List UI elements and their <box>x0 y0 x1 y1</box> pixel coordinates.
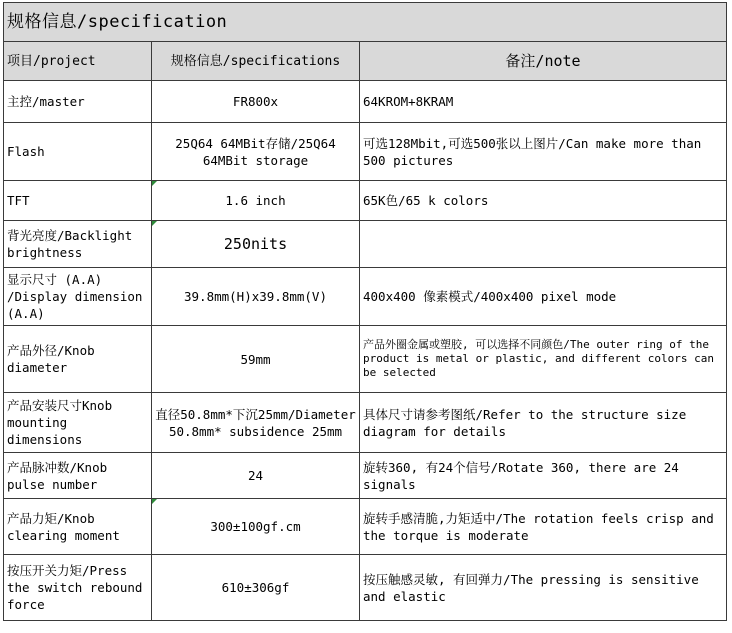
row-spec: 59mm <box>152 326 360 393</box>
row-item: 背光亮度/Backlight brightness <box>4 221 152 268</box>
spec-table <box>3 2 727 621</box>
row-item: 主控/master <box>4 81 152 123</box>
row-note: 产品外圈金属或塑胶, 可以选择不同颜色/The outer ring of the product is metal or plastic, and different colors can be selected <box>360 326 727 393</box>
row-note: 旋转手感清脆,力矩适中/The rotation feels crisp and the torque is moderate <box>360 499 727 555</box>
table-row <box>4 81 727 123</box>
row-note: 旋转360, 有24个信号/Rotate 360, there are 24 signals <box>360 453 727 499</box>
row-spec: 39.8mm(H)x39.8mm(V) <box>152 268 360 326</box>
table-row <box>4 268 727 326</box>
row-spec: 直径50.8mm*下沉25mm/Diameter 50.8mm* subsidence 25mm <box>152 393 360 453</box>
row-spec: FR800x <box>152 81 360 123</box>
table-row <box>4 499 727 555</box>
row-spec: 24 <box>152 453 360 499</box>
row-item: 按压开关力矩/Press the switch rebound force <box>4 555 152 621</box>
table-row <box>4 181 727 221</box>
row-item: 显示尺寸 (A.A) /Display dimension (A.A) <box>4 268 152 326</box>
row-spec: 250nits <box>152 221 360 268</box>
table-title: 规格信息/specification <box>4 3 727 42</box>
table-row <box>4 393 727 453</box>
table-row <box>4 555 727 621</box>
header-row <box>4 42 727 81</box>
header-project: 项目/project <box>4 42 152 81</box>
row-note: 65K色/65 k colors <box>360 181 727 221</box>
table-row <box>4 123 727 181</box>
row-note: 可选128Mbit,可选500张以上图片/Can make more than 500 pictures <box>360 123 727 181</box>
table-row <box>4 453 727 499</box>
row-item: Flash <box>4 123 152 181</box>
row-spec: 610±306gf <box>152 555 360 621</box>
row-note: 按压触感灵敏, 有回弹力/The pressing is sensitive and elastic <box>360 555 727 621</box>
row-item: 产品力矩/Knob clearing moment <box>4 499 152 555</box>
table-row <box>4 326 727 393</box>
row-note: 400x400 像素模式/400x400 pixel mode <box>360 268 727 326</box>
row-note: 具体尺寸请参考图纸/Refer to the structure size diagram for details <box>360 393 727 453</box>
header-note: 备注/note <box>360 42 727 81</box>
row-item: 产品脉冲数/Knob pulse number <box>4 453 152 499</box>
row-spec: 1.6 inch <box>152 181 360 221</box>
row-spec: 25Q64 64MBit存储/25Q64 64MBit storage <box>152 123 360 181</box>
row-item: 产品外径/Knob diameter <box>4 326 152 393</box>
row-item: TFT <box>4 181 152 221</box>
row-note: 64KROM+8KRAM <box>360 81 727 123</box>
table-row <box>4 221 727 268</box>
header-specifications: 规格信息/specifications <box>152 42 360 81</box>
row-item: 产品安装尺寸Knob mounting dimensions <box>4 393 152 453</box>
row-note <box>360 221 727 268</box>
row-spec: 300±100gf.cm <box>152 499 360 555</box>
